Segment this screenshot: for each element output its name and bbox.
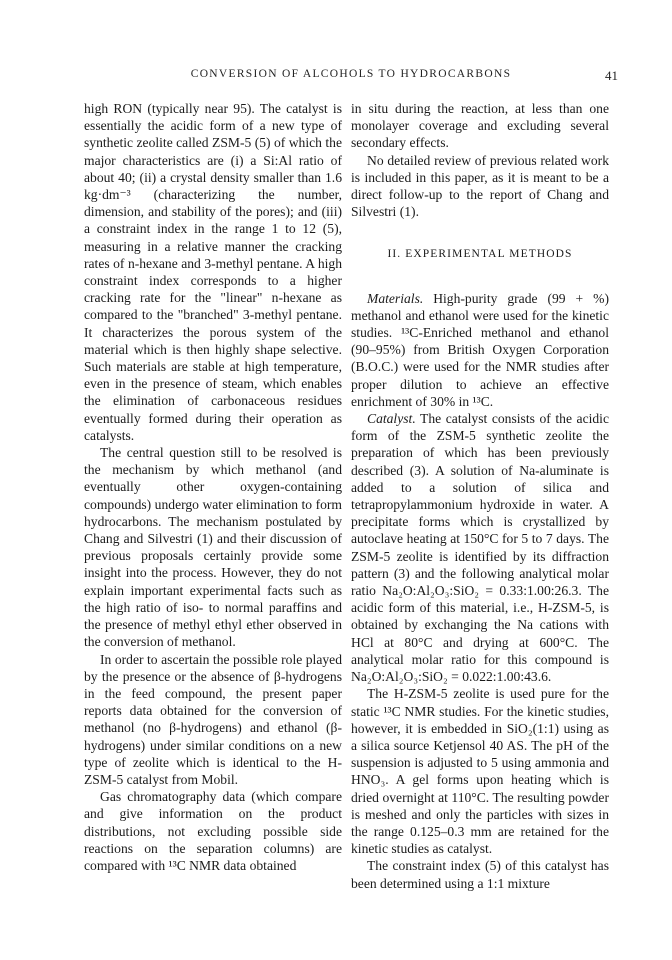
paragraph-beta-hydrogens: In order to ascertain the possible role played by the presence or the absence of β-hydrogens in the feed compound, the present paper reports data obtained for the conversion of methanol (no β-hydrogens) and ethanol (β-hydrogens) under similar conditions on a new type of zeolite which is identical to the H-ZSM-5 catalyst from Mobil.	[84, 651, 342, 787]
paragraph-catalyst	[351, 410, 609, 685]
paragraph-gas-chromatography: Gas chromatography data (which compare and give information on the product distributions, not excluding possible side reactions on the separation columns) are compared with ¹³C NMR data obtained	[84, 789, 342, 873]
paragraph-h-zsm5-preparation: The H-ZSM-5 zeolite is used pure for the static ¹³C NMR studies. For the kinetic studies, however, it is embedded in SiO₂(1:1) using as a silica source Ketjensol 40 AS. The pH of the suspension is adjusted to 5 using ammonia and HNO₃. A gel forms upon heating which is dried overnight at 110°C. The resulting powder is meshed and only the particles with sizes in the range 0.125–0.3 mm are retained for the kinetic studies as catalyst.	[351, 686, 609, 857]
paragraph-constraint-index: The constraint index (5) of this catalyst has been determined using a 1:1 mixture	[351, 858, 609, 891]
materials-body: High-purity grade (99 + %) methanol and ethanol were used for the kinetic studies. ¹³C-Enriched methanol and ethanol (90–95%) from British Oxygen Corporation (B.O.C.) were used for the NMR studies after proper dilution to achieve an effective enrichment of 30% in ¹³C.	[351, 290, 609, 409]
catalyst-body: The catalyst consists of the acidic form of the ZSM-5 synthetic zeolite the preparation of which has been previously described (3). A solution of Na-aluminate is added to a solution of silica and tetrapropylammonium hydroxide in water. A precipitate forms which is crystallized by autoclave heating at 150°C for 5 to 7 days. The ZSM-5 zeolite is identified by its diffraction pattern (3) and the following analytical molar ratio Na₂O:Al₂O₃:SiO₂ = 0.33:1.00:26.3. The acidic form of this material, i.e., H-ZSM-5, is obtained by exchanging the Na cations with HCl at 80°C and drying at 600°C. The analytical molar ratio for this compound is Na₂O:Al₂O₃:SiO₂ = 0.022:1.00:43.6.	[351, 411, 609, 685]
paragraph-no-review: No detailed review of previous related work is included in this paper, as it is meant to be a direct follow-up to the report of Chang and Silvestri (1).	[351, 152, 609, 220]
right-column	[351, 100, 609, 892]
paragraph-mechanism-question: The central question still to be resolved is the mechanism by which methanol (and eventually other oxygen-containing compounds) undergo water elimination to form hydrocarbons. The mechanism postulated by Chang and Silvestri (1) and their discussion of previous proposals certainly provide some insight into the process. However, they do not explain important experimental facts such as the high ratio of iso- to normal paraffins and the presence of methyl ethyl ether observed in the conversion of methanol.	[84, 445, 342, 650]
page-header	[84, 68, 618, 86]
paragraph-in-situ: in situ during the reaction, at less than one monolayer coverage and excluding several secondary effects.	[351, 101, 609, 151]
left-column	[84, 100, 342, 874]
section-heading-experimental-methods: II. EXPERIMENTAL METHODS	[387, 248, 573, 261]
catalyst-run-head: Catalyst.	[367, 411, 416, 427]
paragraph-zeolite-characteristics: high RON (typically near 95). The catalyst is essentially the acidic form of a new type of synthetic zeolite called ZSM-5 (5) of which the major characteristics are (i) a Si:Al ratio of about 40; (ii) a crystal density smaller than 1.6 kg·dm⁻³ (characterizing the number, dimension, and stability of the pores); and (iii) a constraint index in the range 1 to 12 (5), measuring in a relative manner the cracking rates of n-hexane and 3-methyl pentane. A high constraint index corresponds to a higher cracking rate for the "linear" n-hexane as compared to the "branched" 3-methyl pentane. It characterizes the porous system of the material which is then highly shape selective. Such materials are stable at high temperature, even in the presence of steam, which enables the elimination of carbonaceous residues eventually formed during their operation as catalysts.	[84, 101, 342, 443]
running-head: CONVERSION OF ALCOHOLS TO HYDROCARBONS	[190, 68, 512, 80]
materials-run-head: Materials.	[367, 290, 424, 306]
page-number: 41	[605, 68, 618, 83]
paragraph-materials	[351, 290, 609, 410]
